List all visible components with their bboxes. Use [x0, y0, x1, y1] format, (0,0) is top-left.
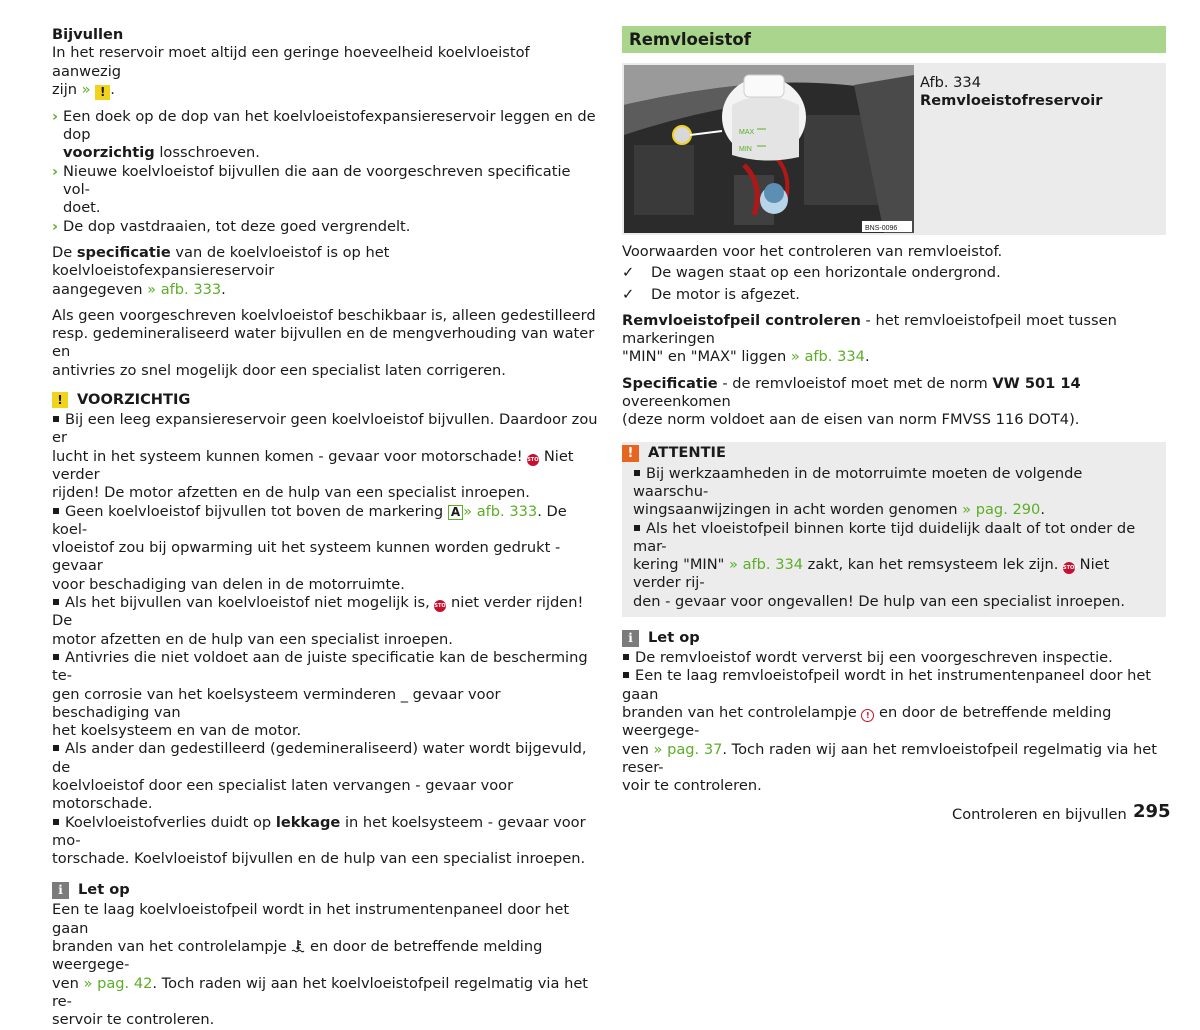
steps-list: [52, 108, 598, 236]
left-column: [52, 26, 598, 1030]
min-label: MIN: [739, 146, 752, 153]
attention-body: Bij werkzaamheden in de motorruimte moeten de volgende waarschu- wingsaanwijzingen in acht worden genomen » pag. 290. Als het vloeistofpeil binnen korte tijd duidelijk daalt of tot onder de mar- kering "MIN" » afb. 334 zakt, kan het remsysteem lek zijn. STOP Niet verder rij- den - gevaar voor ongevallen! De hulp van een specialist inroepen.: [633, 464, 1136, 610]
info-icon: i: [622, 630, 639, 647]
link-pag-290[interactable]: » pag. 290: [962, 501, 1041, 519]
bullet-icon: [53, 599, 59, 605]
stop-icon: STOP: [434, 600, 446, 612]
bullet-icon: [634, 525, 640, 531]
section-header-remvloeistof: Remvloeistof: [622, 26, 1166, 53]
caution-title: VOORZICHTIG: [77, 390, 191, 408]
bullet-icon: [53, 508, 59, 514]
figure-code: BNS-0096: [865, 225, 898, 232]
condition-item: ✓ De motor is afgezet.: [622, 285, 800, 303]
stop-icon: STOP: [527, 454, 539, 466]
note-header: [52, 881, 598, 899]
bullet-icon: [623, 672, 629, 678]
caution-header: [52, 391, 598, 409]
coolant-warning-icon: [291, 939, 305, 953]
link-afb-333[interactable]: » afb. 333: [463, 502, 538, 520]
figure-caption: [920, 74, 1102, 111]
note-title: Let op: [78, 881, 130, 899]
step-item: › Nieuwe koelvloeistof bijvullen die aan de voorgeschreven specificatie vol- doet.: [52, 162, 571, 217]
brake-fluid-reservoir-photo: [624, 65, 914, 233]
conditions-intro: Voorwaarden voor het controleren van remvloeistof.: [622, 243, 1003, 260]
figure-334: [622, 63, 1166, 235]
info-icon: i: [52, 882, 69, 899]
check-icon: ✓: [622, 264, 635, 282]
intro-line-1: In het reservoir moet altijd een geringe hoeveelheid koelvloeistof aanwezig: [52, 44, 530, 80]
link-pag-42[interactable]: » pag. 42: [83, 974, 153, 992]
warning-icon: !: [95, 85, 110, 100]
bullet-icon: [634, 470, 640, 476]
marker-a-icon: A: [448, 505, 463, 520]
note-title: Let op: [648, 628, 700, 646]
footer-section-title: Controleren en bijvullen: [952, 806, 1127, 823]
stop-icon: STOP: [1063, 562, 1075, 574]
bullet-icon: [53, 654, 59, 660]
note-block: [52, 881, 598, 1029]
link-warning[interactable]: »: [81, 80, 91, 98]
bullet-icon: [623, 654, 629, 660]
step-item: › De dop vastdraaien, tot deze goed vergrendelt.: [52, 217, 411, 235]
warning-icon: !: [52, 392, 68, 408]
spec-paragraph: Specificatie - de remvloeistof moet met de norm VW 501 14 overeenkomen (deze norm voldoet aan de eisen van norm FMVSS 116 DOT4).: [622, 374, 1081, 429]
note-block: [622, 629, 1166, 795]
caution-block: [52, 391, 598, 868]
spec-paragraph: De specificatie van de koelvloeistof is op het koelvloeistofexpansiereservoir aangegeven » afb. 333.: [52, 243, 390, 298]
distilled-paragraph: Als geen voorgeschreven koelvloeistof beschikbaar is, alleen gedestilleerd resp. gedemineraliseerd water bijvullen en de mengverhouding van water en antivries zo snel mogelijk door een specialist laten corrigeren.: [52, 306, 596, 379]
link-afb-333[interactable]: » afb. 333: [147, 280, 222, 298]
link-afb-334[interactable]: » afb. 334: [790, 348, 865, 366]
step-item: › Een doek op de dop van het koelvloeistofexpansiereservoir leggen en de dop voorzichtig losschroeven.: [52, 107, 596, 162]
figure-number: Afb. 334: [920, 74, 981, 91]
bullet-icon: [53, 416, 59, 422]
intro-line-2: zijn » ! .: [52, 80, 115, 99]
check-icon: ✓: [622, 285, 635, 303]
right-column: [622, 26, 1166, 795]
note-body: De remvloeistof wordt ververst bij een voorgeschreven inspectie. Een te laag remvloeistofpeil wordt in het instrumentenpaneel door het gaan branden van het controlelampje ! en door de betreffende melding weergege- ven » pag. 37. Toch raden wij aan het remvloeistofpeil regelmatig via het reser- voir te controleren.: [622, 649, 1158, 795]
level-paragraph: Remvloeistofpeil controleren - het remvloeistofpeil moet tussen markeringen "MIN" en "MAX" liggen » afb. 334.: [622, 311, 1117, 366]
arrow-icon: ›: [52, 217, 59, 235]
note-header: [622, 629, 1166, 647]
condition-item: ✓ De wagen staat op een horizontale ondergrond.: [622, 264, 1001, 282]
max-label: MAX: [739, 129, 755, 136]
arrow-icon: ›: [52, 107, 59, 125]
bullet-icon: [53, 745, 59, 751]
link-afb-334[interactable]: » afb. 334: [729, 556, 804, 574]
page-number: 295: [1133, 801, 1171, 822]
figure-title: Remvloeistofreservoir: [920, 92, 1103, 110]
attention-header: [622, 444, 1166, 463]
attention-block: [622, 442, 1166, 617]
bullet-icon: [53, 819, 59, 825]
caution-body: Bij een leeg expansiereservoir geen koelvloeistof bijvullen. Daardoor zou er lucht in het systeem kunnen komen - gevaar voor motorschade! STOP Niet verder rijden! De motor afzetten en de hulp van een specialist inroepen. Geen koelvloeistof bijvullen tot boven de markering A » afb. 333. De koel- vloeistof zou bij opwarming uit het systeem kunnen worden gedrukt - gevaar voor beschadiging van delen in de motorruimte. Als het bijvullen van koelvloeistof niet mogelijk is, STOP niet verder rijden! De motor afzetten en de hulp van een specialist inroepen. Antivries die niet voldoet aan de juiste specificatie kan de bescherming te- gen corrosie van het koelsysteem verminderen _ gevaar voor beschadiging van het koelsysteem en van de motor. Als ander dan gedestilleerd (gedemineraliseerd) water wordt bijgevuld, de koelvloeistof door een specialist laten vervangen - gevaar voor motorschade. Koelvloeistofverlies duidt op lekkage in het koelsysteem - gevaar voor mo- torschade. Koelvloeistof bijvullen en de hulp van een specialist inroepen.: [52, 411, 598, 868]
heading-bijvullen: Bijvullen: [52, 26, 124, 43]
brake-warning-icon: !: [861, 709, 874, 722]
link-pag-37[interactable]: » pag. 37: [653, 740, 723, 758]
warning-icon: !: [622, 445, 639, 462]
arrow-icon: ›: [52, 162, 59, 180]
attention-title: ATTENTIE: [648, 444, 726, 462]
note-body: Een te laag koelvloeistofpeil wordt in het instrumentenpaneel door het gaan branden van het controlelampje en door de betreffende melding weergege- ven » pag. 42. Toch raden wij aan het koelvloeistofpeil regelmatig via het re- servoir te controleren.: [52, 901, 589, 1029]
